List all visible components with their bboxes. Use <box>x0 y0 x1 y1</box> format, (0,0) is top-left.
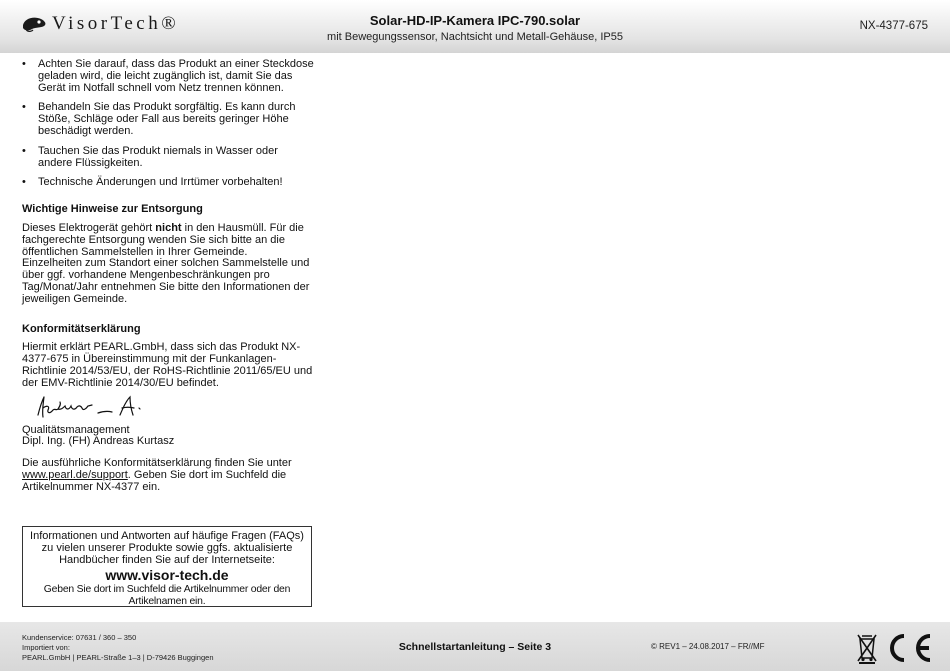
faq-intro: Informationen und Antworten auf häufige Fragen (FAQs) zu vielen unserer Produkte sowie ggfs. aktualisierte Handbücher finden Sie auf der Internetseite: <box>30 530 304 566</box>
page-number: Schnellstartanleitung – Seite 3 <box>398 641 552 653</box>
revision-info: © REV1 – 24.08.2017 – FR//MF <box>651 642 765 651</box>
faq-website-link[interactable]: www.visor-tech.de <box>105 566 229 583</box>
chameleon-logo-icon <box>22 15 48 33</box>
weee-bin-icon <box>856 632 878 664</box>
bullet-item: • Behandeln Sie das Produkt sorgfältig. Es kann durch Stöße, Schläge oder Fall aus bereits geringer Höhe beschädigt werden. <box>22 102 314 137</box>
visortech-logo <box>22 13 179 35</box>
conformity-heading: Konformitätserklärung <box>22 322 141 335</box>
disposal-details: Einzelheiten zum Standort einer solchen Sammelstelle und über ggf. vorhandene Mengenbeschränkungen pro Tag/Monat/Jahr entnehmen Sie bitte den Informationen der jeweiligen Gemeinde. <box>22 257 310 305</box>
product-subtitle: mit Bewegungssensor, Nachtsicht und Metall-Gehäuse, IP55 <box>327 31 623 43</box>
signer-role: Qualitätsmanagement <box>22 423 130 436</box>
bullet-item: • Achten Sie darauf, dass das Produkt an einer Steckdose geladen wird, die leicht zugänglich ist, damit Sie das Gerät im Notfall schnell vom Netz trennen können. <box>22 59 314 94</box>
handwritten-signature <box>34 393 314 421</box>
disposal-emphasis: nicht <box>155 221 182 234</box>
support-link[interactable]: www.pearl.de/support <box>22 468 128 481</box>
customer-service: Kundenservice: 07631 / 360 – 350 <box>22 633 137 642</box>
conformity-text: Hiermit erklärt PEARL.GmbH, dass sich das Produkt NX-4377-675 in Übereinstimmung mit der Funkanlagen-Richtlinie 2014/53/EU, der RoHS-Richtlinie 2011/65/EU und der EMV-Richtlinie 2014/30/EU befindet. <box>22 341 313 389</box>
bullet-item: • Technische Änderungen und Irrtümer vorbehalten! <box>22 177 314 189</box>
safety-bullet-list <box>22 59 314 189</box>
importer-address: PEARL.GmbH | PEARL-Straße 1–3 | D-79426 Buggingen <box>22 653 214 662</box>
faq-info-box <box>22 526 312 607</box>
disposal-paragraph: Dieses Elektrogerät gehört nicht in den Hausmüll. Für die fachgerechte Entsorgung wenden Sie sich bitte an die öffentlichen Sammelstellen in Ihrer Gemeinde. <box>22 221 304 258</box>
page-header <box>0 0 950 53</box>
disposal-heading: Wichtige Hinweise zur Entsorgung <box>22 203 203 216</box>
item-number: NX-4377-675 <box>859 20 928 32</box>
certification-marks <box>856 632 934 664</box>
header-title-block <box>300 13 650 43</box>
product-title: Solar-HD-IP-Kamera IPC-790.solar <box>369 13 581 28</box>
footer-contact <box>22 633 214 663</box>
importer-label: Importiert von: <box>22 643 70 652</box>
logo-text: VisorTech® <box>52 13 180 34</box>
ce-mark-icon <box>882 632 934 664</box>
page-footer <box>0 622 950 671</box>
bullet-item: • Tauchen Sie das Produkt niemals in Wasser oder andere Flüssigkeiten. <box>22 146 314 170</box>
main-content <box>22 59 314 494</box>
signer-name: Dipl. Ing. (FH) Andreas Kurtasz <box>22 435 175 448</box>
conformity-more-info: Die ausführliche Konformitätserklärung finden Sie unter www.pearl.de/support. Geben Sie dort im Suchfeld die Artikelnummer NX-4377 ein. <box>22 457 292 493</box>
faq-instruction: Geben Sie dort im Suchfeld die Artikelnummer oder den Artikelnamen ein. <box>43 583 291 607</box>
